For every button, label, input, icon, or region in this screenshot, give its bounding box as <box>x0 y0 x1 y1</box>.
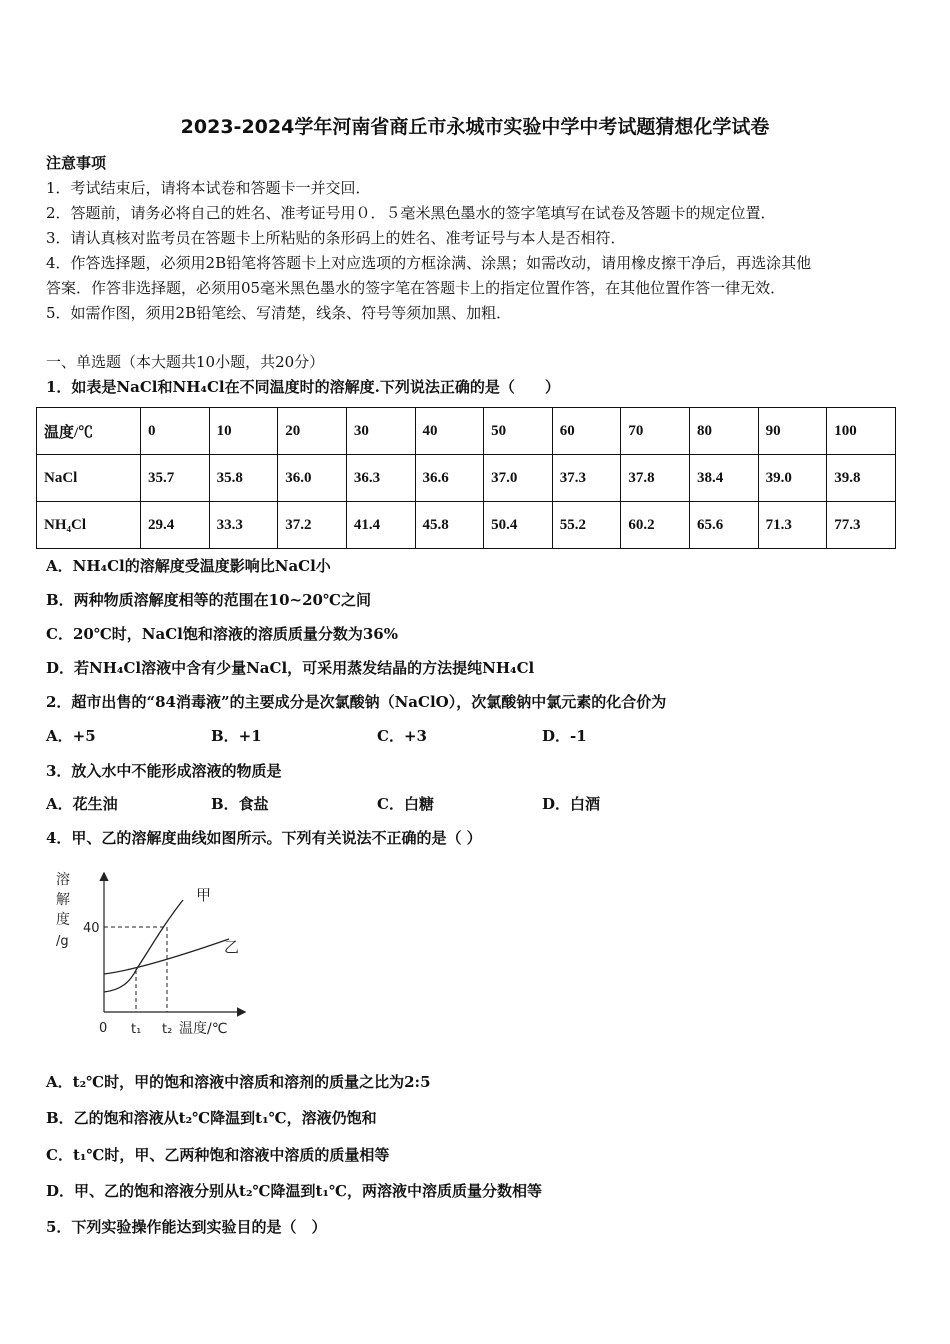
graph-ylabel: 度 <box>56 912 70 928</box>
table-cell: 100 <box>827 408 896 455</box>
table-cell: NH₄Cl <box>37 502 141 549</box>
table-cell: 36.3 <box>346 455 415 502</box>
table-cell: 0 <box>141 408 210 455</box>
table-cell: 90 <box>758 408 827 455</box>
graph-ylabel: 解 <box>56 892 70 908</box>
table-cell: 29.4 <box>141 502 210 549</box>
table-cell: NaCl <box>37 455 141 502</box>
q1-option-b[interactable]: B．两种物质溶解度相等的范围在10~20℃之间 <box>46 591 371 609</box>
q1-stem: 1．如表是NaCl和NH₄Cl在不同温度时的溶解度.下列说法正确的是（ ） <box>46 378 560 396</box>
table-cell: 80 <box>690 408 759 455</box>
table-row <box>37 502 896 549</box>
q2-option-b[interactable]: B．+1 <box>211 727 262 745</box>
q3-option-a[interactable]: A．花生油 <box>46 795 118 813</box>
notice-item: 2．答题前，请务必将自己的姓名、准考证号用０．５毫米黑色墨水的签字笔填写在试卷及答题卡的规定位置． <box>46 204 776 222</box>
table-cell: 36.6 <box>415 455 484 502</box>
q2-option-a[interactable]: A．+5 <box>46 727 96 745</box>
table-cell: 35.8 <box>209 455 278 502</box>
table-cell: 38.4 <box>690 455 759 502</box>
table-cell: 33.3 <box>209 502 278 549</box>
table-cell: 60.2 <box>621 502 690 549</box>
graph-xtick: t₁ <box>131 1022 142 1037</box>
table-cell: 40 <box>415 408 484 455</box>
q1-option-a[interactable]: A．NH₄Cl的溶解度受温度影响比NaCl小 <box>46 557 331 575</box>
table-cell: 20 <box>278 408 347 455</box>
graph-xtick: t₂ <box>162 1022 173 1037</box>
notice-item: 4．作答选择题，必须用2B铅笔将答题卡上对应选项的方框涂满、涂黑；如需改动，请用橡皮擦干净后，再选涂其他 <box>46 254 812 272</box>
table-cell: 41.4 <box>346 502 415 549</box>
table-cell: 65.6 <box>690 502 759 549</box>
table-cell: 77.3 <box>827 502 896 549</box>
table-cell: 37.3 <box>552 455 621 502</box>
notice-item: 3．请认真核对监考员在答题卡上所粘贴的条形码上的姓名、准考证号与本人是否相符． <box>46 229 626 247</box>
table-cell: 45.8 <box>415 502 484 549</box>
q3-option-b[interactable]: B．食盐 <box>211 795 269 813</box>
notice-heading: 注意事项 <box>46 154 107 172</box>
section-heading: 一、单选题（本大题共10小题，共20分） <box>46 353 325 371</box>
table-cell: 10 <box>209 408 278 455</box>
q4-option-b[interactable]: B．乙的饱和溶液从t₂℃降温到t₁℃，溶液仍饱和 <box>46 1109 377 1127</box>
table-cell: 30 <box>346 408 415 455</box>
q3-option-c[interactable]: C．白糖 <box>377 795 434 813</box>
page-title: 2023-2024学年河南省商丘市永城市实验中学中考试题猜想化学试卷 <box>180 116 770 138</box>
q3-stem: 3．放入水中不能形成溶液的物质是 <box>46 762 282 780</box>
q4-option-d[interactable]: D．甲、乙的饱和溶液分别从t₂℃降温到t₁℃，两溶液中溶质质量分数相等 <box>46 1182 542 1200</box>
q4-option-c[interactable]: C．t₁℃时，甲、乙两种饱和溶液中溶质的质量相等 <box>46 1146 390 1164</box>
table-row <box>37 408 896 455</box>
notice-item: 1．考试结束后，请将本试卷和答题卡一并交回． <box>46 179 371 197</box>
graph-ytick: 40 <box>83 921 100 936</box>
q2-option-d[interactable]: D．-1 <box>542 727 587 745</box>
table-row <box>37 455 896 502</box>
table-cell: 37.2 <box>278 502 347 549</box>
table-cell: 36.0 <box>278 455 347 502</box>
curve-label-jia: 甲 <box>196 886 212 904</box>
q4-stem: 4．甲、乙的溶解度曲线如图所示。下列有关说法不正确的是（ ） <box>46 829 482 847</box>
q1-option-c[interactable]: C．20℃时，NaCl饱和溶液的溶质质量分数为36% <box>46 625 398 643</box>
table-cell: 60 <box>552 408 621 455</box>
table-cell: 71.3 <box>758 502 827 549</box>
graph-xlabel: 温度/℃ <box>179 1021 228 1037</box>
solubility-table <box>36 407 896 549</box>
q1-option-d[interactable]: D．若NH₄Cl溶液中含有少量NaCl，可采用蒸发结晶的方法提纯NH₄Cl <box>46 659 535 677</box>
q2-option-c[interactable]: C．+3 <box>377 727 427 745</box>
notice-item: 5．如需作图，须用2B铅笔绘、写清楚，线条、符号等须加黑、加粗． <box>46 304 512 322</box>
table-cell: 37.8 <box>621 455 690 502</box>
curve-jia <box>104 900 183 992</box>
table-cell: 39.8 <box>827 455 896 502</box>
table-cell: 温度/℃ <box>37 408 141 455</box>
notice-item: 答案．作答非选择题，必须用05毫米黑色墨水的签字笔在答题卡上的指定位置作答，在其他位置作答一律无效． <box>46 279 786 297</box>
q2-stem: 2．超市出售的“84消毒液”的主要成分是次氯酸钠（NaClO），次氯酸钠中氯元素的化合价为 <box>46 693 667 711</box>
q3-option-d[interactable]: D．白酒 <box>542 795 601 813</box>
solubility-curve-graph <box>46 862 256 1042</box>
graph-ylabel: /g <box>56 934 69 949</box>
curve-label-yi: 乙 <box>224 938 240 956</box>
table-cell: 70 <box>621 408 690 455</box>
table-cell: 50 <box>484 408 553 455</box>
graph-origin: 0 <box>99 1021 108 1036</box>
table-cell: 35.7 <box>141 455 210 502</box>
table-cell: 39.0 <box>758 455 827 502</box>
table-cell: 37.0 <box>484 455 553 502</box>
q4-option-a[interactable]: A．t₂℃时，甲的饱和溶液中溶质和溶剂的质量之比为2:5 <box>46 1073 431 1091</box>
graph-ylabel: 溶 <box>56 872 70 888</box>
table-cell: 50.4 <box>484 502 553 549</box>
table-cell: 55.2 <box>552 502 621 549</box>
q5-stem: 5．下列实验操作能达到实验目的是（ ） <box>46 1218 327 1236</box>
